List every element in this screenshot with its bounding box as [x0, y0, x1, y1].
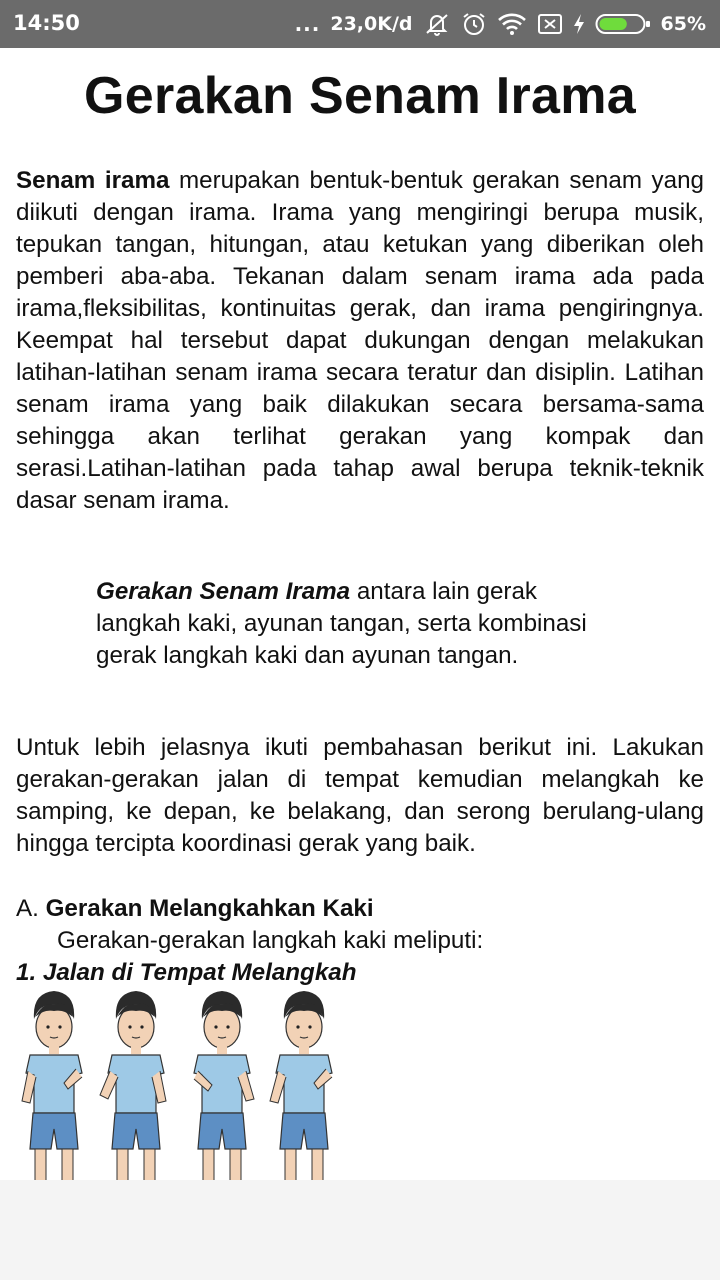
section-a-prefix: A. — [16, 895, 46, 922]
status-time: 14:50 — [13, 11, 80, 35]
blank-footer-area — [0, 1180, 720, 1280]
more-notifications-indicator: ... — [294, 12, 321, 36]
intro-paragraph — [16, 165, 704, 517]
note-bold-term: Gerakan Senam Irama — [96, 578, 351, 605]
intro-text: merupakan bentuk-bentuk gerakan senam yang diikuti dengan irama. Irama yang mengiringi berupa musik, tepukan tangan, hitungan, atau ketukan yang diberikan oleh pemberi aba-aba. Tekanan dalam senam irama ada pada irama,fleksibilitas, kontinuitas gerak, dan irama pengiringnya. Keempat hal tersebut dapat dukungan dengan melakukan latihan-latihan senam irama secara teratur dan disiplin. Latihan senam irama yang baik dilakukan secara bersama-sama sehingga akan terlihat gerakan yang kompak dan serasi.Latihan-latihan pada tahap awal berupa teknik-teknik dasar senam irama. — [16, 167, 704, 514]
second-paragraph: Untuk lebih jelasnya ikuti pembahasan berikut ini. Lakukan gerakan-gerakan jalan di tempat kemudian melangkah ke samping, ke depan, ke belakang, dan serong berulang-ulang hingga tercipta koordinasi gerak yang baik. — [16, 734, 704, 857]
section-a-subtext: Gerakan-gerakan langkah kaki meliputi: — [57, 927, 484, 954]
battery-percent: 65% — [660, 13, 706, 35]
wifi-icon — [497, 12, 527, 36]
alarm-icon — [461, 11, 487, 37]
network-speed: 23,0K/d — [330, 13, 413, 35]
marching-figures-illustration — [16, 989, 348, 1180]
item-1-heading: 1. Jalan di Tempat Melangkah — [16, 959, 357, 986]
status-right — [295, 0, 706, 48]
battery-icon — [595, 12, 651, 36]
charging-icon — [573, 13, 585, 35]
section-a-heading — [16, 893, 374, 925]
section-a-title: Gerakan Melangkahkan Kaki — [45, 895, 374, 922]
figure-kid-3 — [194, 991, 254, 1180]
note-text: antara lain gerak langkah kaki, ayunan tangan, serta kombinasi gerak langkah kaki dan ayunan tangan. — [96, 578, 587, 669]
article-content[interactable] — [0, 48, 720, 1180]
figure-kid-2 — [100, 991, 166, 1180]
intro-bold-term: Senam irama — [16, 167, 170, 194]
status-bar — [0, 0, 720, 48]
indented-note — [96, 576, 616, 672]
no-sim-icon — [537, 12, 563, 36]
page-title: Gerakan Senam Irama — [83, 67, 636, 125]
figure-kid-4 — [270, 991, 332, 1180]
muted-notifications-icon — [423, 11, 451, 37]
figure-kid-1 — [22, 991, 82, 1180]
